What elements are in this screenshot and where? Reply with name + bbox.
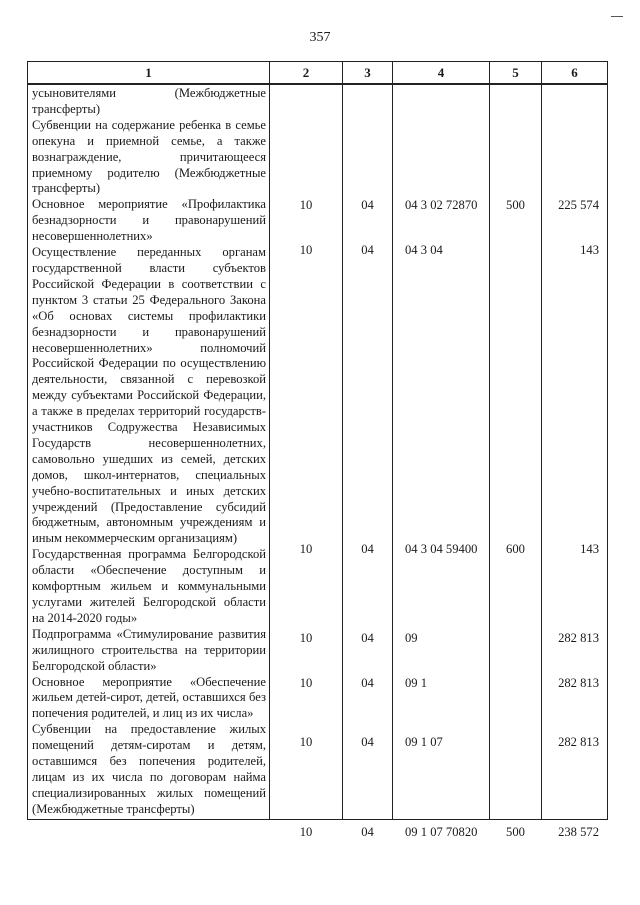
row-4-col-3: 04 — [361, 631, 374, 645]
column-5-cell — [490, 84, 542, 839]
row-4-col-6: 282 813 — [558, 631, 599, 645]
entry-foster-family-subvention: Субвенции на содержание ребенка в семье опекуна и приемной семье, а также вознаграждение, причитающееся приемному родителю (Межбюджетные трансферты) — [32, 117, 266, 196]
row-6-col-3: 04 — [361, 735, 374, 749]
entry-orphans-housing-subvention: Субвенции на предоставление жилых помещений детям-сиротам и детям, оставшимся без попечения родителей, лицам из их числа по договорам найма специализированных жилых помещений (Межбюджетные трансферты) — [32, 722, 266, 816]
row-3-col-6: 143 — [580, 542, 599, 556]
row-5-col-4: 09 1 — [405, 676, 428, 690]
row-1-col-5: 500 — [506, 198, 525, 212]
header-col-1: 1 — [28, 62, 270, 85]
budget-table — [27, 61, 608, 839]
column-4-cell — [393, 84, 490, 839]
row-2-col-6: 143 — [580, 243, 599, 257]
row-5-col-2: 10 — [299, 676, 313, 690]
header-col-3: 3 — [343, 62, 393, 85]
row-5-col-6: 282 813 — [558, 676, 599, 690]
row-7-col-2: 10 — [299, 825, 313, 839]
entry-minors-transport-powers: Осуществление переданных органам государственной власти субъектов Российской Федерации в соответствии с пунктом 3 статьи 25 Федерального Закона «Об основах системы профилактики безнадзорности и правонарушений несовершеннолетних» полномочий Российской Федерации по осуществлению деятельности, связанной с перевозкой между субъектами Российской Федерации, а также в пределах территорий государств-участников Содружества Независимых Государств несовершеннолетних, самовольно ушедших из семей, детских домов, школ-интернатов, специальных учебно-воспитательных и иных детских учреждений (Предоставление субсидий бюджетным, автономным учреждениям и иным некоммерческим организациям) — [32, 245, 266, 546]
row-4-col-4: 09 — [405, 631, 418, 645]
column-6-cell — [542, 84, 608, 839]
entry-orphans-housing-measure: Основное мероприятие «Обеспечение жильем детей-сирот, детей, оставшихся без попечения родителей, и лиц из их числа» — [32, 674, 266, 721]
row-3-col-4: 04 3 04 59400 — [405, 542, 478, 556]
row-6-col-2: 10 — [299, 735, 313, 749]
entry-housing-subprogram: Подпрограмма «Стимулирование развития жилищного строительства на территории Белгородской области» — [32, 626, 266, 673]
entry-neglect-prevention: Основное мероприятие «Профилактика безнадзорности и правонарушений несовершеннолетних» — [32, 197, 266, 244]
row-4-col-2: 10 — [299, 631, 313, 645]
table-header-row — [28, 62, 608, 85]
row-2-col-4: 04 3 04 — [405, 243, 443, 257]
row-3-col-2: 10 — [299, 542, 313, 556]
corner-mark — [611, 16, 623, 17]
row-6-col-6: 282 813 — [558, 735, 599, 749]
column-2-cell — [270, 84, 343, 839]
row-2-col-2: 10 — [299, 243, 313, 257]
row-1-col-6: 225 574 — [558, 198, 599, 212]
row-7-col-6: 238 572 — [558, 825, 599, 839]
column-3-cell — [343, 84, 393, 839]
entry-adoptive-parents-transfers: усыновителями (Межбюджетные трансферты) — [32, 86, 266, 116]
table-body-row — [28, 84, 608, 820]
header-col-4: 4 — [393, 62, 490, 85]
row-1-col-2: 10 — [299, 198, 313, 212]
row-7-col-4: 09 1 07 70820 — [405, 825, 478, 839]
page-number: 357 — [309, 30, 331, 45]
row-3-col-3: 04 — [361, 542, 374, 556]
row-1-col-4: 04 3 02 72870 — [405, 198, 478, 212]
header-col-6: 6 — [542, 62, 608, 85]
header-col-2: 2 — [270, 62, 343, 85]
description-column — [28, 84, 270, 820]
row-2-col-3: 04 — [361, 243, 374, 257]
row-5-col-3: 04 — [361, 676, 374, 690]
row-7-col-3: 04 — [361, 825, 374, 839]
entry-housing-state-program: Государственная программа Белгородской области «Обеспечение доступным и комфортным жильем и коммунальными услугами жителей Белгородской области на 2014-2020 годы» — [32, 547, 266, 625]
row-6-col-4: 09 1 07 — [405, 735, 443, 749]
header-col-5: 5 — [490, 62, 542, 85]
row-7-col-5: 500 — [506, 825, 525, 839]
row-1-col-3: 04 — [361, 198, 374, 212]
row-3-col-5: 600 — [506, 542, 525, 556]
